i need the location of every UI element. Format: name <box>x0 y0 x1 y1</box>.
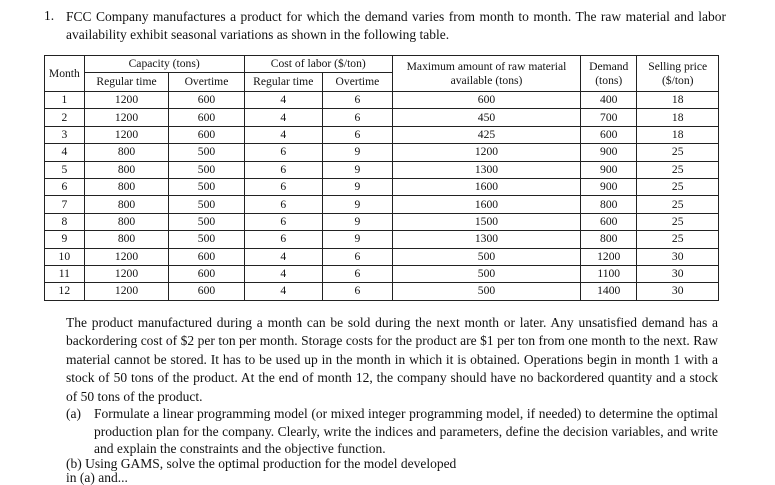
table-row <box>45 213 719 230</box>
cell-demand: 1200 <box>581 248 637 265</box>
problem-description: The product manufactured during a month can be sold during the next month or later. Any unsatisfied demand has a backordering cost of $2 per ton per month. Storage costs for the product are $1 per ton from one month to the next. Raw material cannot be stored. It has to be used up in the month in which it is obtained. Operations begin in month 1 with a stock of 50 tons of the product. At the end of month 12, the company should have no backordered quantity and a stock of 50 tons of the product. <box>66 315 718 404</box>
cell-cap_ot: 600 <box>169 265 244 282</box>
cell-cost_rt: 6 <box>244 196 322 213</box>
question-intro: FCC Company manufactures a product for which the demand varies from month to month. The raw material and labor availability exhibit seasonal variations as shown in the following table. <box>66 9 726 42</box>
cell-demand: 600 <box>581 126 637 143</box>
cell-demand: 900 <box>581 178 637 195</box>
cell-cap_ot: 500 <box>169 196 244 213</box>
cell-cap_rt: 800 <box>84 161 169 178</box>
cell-cap_rt: 800 <box>84 178 169 195</box>
cell-cap_ot: 500 <box>169 231 244 248</box>
cell-cap_ot: 500 <box>169 178 244 195</box>
cell-raw: 1500 <box>392 213 580 230</box>
cell-cap_ot: 600 <box>169 92 244 109</box>
table-row <box>45 265 719 282</box>
cell-price: 25 <box>637 213 719 230</box>
cell-cost_ot: 6 <box>322 283 392 300</box>
cell-cost_ot: 6 <box>322 126 392 143</box>
cell-price: 18 <box>637 126 719 143</box>
cell-month: 11 <box>45 265 85 282</box>
cell-cap_rt: 1200 <box>84 126 169 143</box>
part-a-label: (a) <box>66 406 81 421</box>
cell-demand: 900 <box>581 144 637 161</box>
cell-month: 3 <box>45 126 85 143</box>
cell-cost_ot: 9 <box>322 231 392 248</box>
cell-raw: 500 <box>392 283 580 300</box>
cell-price: 30 <box>637 248 719 265</box>
cell-demand: 1100 <box>581 265 637 282</box>
header-cost-regular: Regular time <box>244 73 322 92</box>
cell-cost_ot: 6 <box>322 265 392 282</box>
cell-raw: 450 <box>392 109 580 126</box>
cell-demand: 700 <box>581 109 637 126</box>
cell-cost_ot: 6 <box>322 109 392 126</box>
part-b-cutoff <box>66 456 466 485</box>
part-b-text: (b) Using GAMS, solve the optimal production for the model developed in (a) and... <box>66 456 457 485</box>
table-row <box>45 178 719 195</box>
cell-month: 2 <box>45 109 85 126</box>
cell-cap_rt: 1200 <box>84 265 169 282</box>
cell-cost_rt: 6 <box>244 161 322 178</box>
cell-cost_ot: 9 <box>322 161 392 178</box>
cell-cost_ot: 9 <box>322 178 392 195</box>
cell-cost_ot: 9 <box>322 213 392 230</box>
cell-cap_ot: 600 <box>169 109 244 126</box>
table-row <box>45 231 719 248</box>
table-row <box>45 248 719 265</box>
cell-cap_ot: 500 <box>169 144 244 161</box>
table-body <box>45 92 719 301</box>
cell-raw: 425 <box>392 126 580 143</box>
cell-cap_ot: 500 <box>169 213 244 230</box>
table-row <box>45 196 719 213</box>
cell-month: 7 <box>45 196 85 213</box>
cell-cap_ot: 600 <box>169 126 244 143</box>
cell-demand: 800 <box>581 196 637 213</box>
table-row <box>45 126 719 143</box>
cell-cap_rt: 800 <box>84 144 169 161</box>
data-table <box>44 55 719 301</box>
cell-cost_rt: 4 <box>244 92 322 109</box>
cell-cost_ot: 9 <box>322 196 392 213</box>
cell-cost_rt: 6 <box>244 178 322 195</box>
cell-raw: 1300 <box>392 231 580 248</box>
header-capacity-regular: Regular time <box>84 73 169 92</box>
cell-month: 1 <box>45 92 85 109</box>
cell-month: 5 <box>45 161 85 178</box>
table-row <box>45 144 719 161</box>
header-capacity-overtime: Overtime <box>169 73 244 92</box>
cell-price: 25 <box>637 178 719 195</box>
header-month: Month <box>45 56 85 92</box>
cell-cap_rt: 800 <box>84 196 169 213</box>
cell-cost_rt: 6 <box>244 213 322 230</box>
table-row <box>45 92 719 109</box>
header-demand: Demand (tons) <box>581 56 637 92</box>
cell-price: 18 <box>637 92 719 109</box>
cell-cap_rt: 1200 <box>84 92 169 109</box>
cell-raw: 1300 <box>392 161 580 178</box>
cell-cost_ot: 9 <box>322 144 392 161</box>
cell-raw: 500 <box>392 248 580 265</box>
table-row <box>45 283 719 300</box>
cell-demand: 400 <box>581 92 637 109</box>
cell-cost_rt: 4 <box>244 283 322 300</box>
cell-price: 25 <box>637 231 719 248</box>
cell-cap_ot: 600 <box>169 283 244 300</box>
table-row <box>45 161 719 178</box>
cell-price: 30 <box>637 283 719 300</box>
cell-cost_rt: 4 <box>244 265 322 282</box>
cell-cap_ot: 500 <box>169 161 244 178</box>
header-selling-price: Selling price ($/ton) <box>637 56 719 92</box>
table-row <box>45 109 719 126</box>
cell-cost_rt: 6 <box>244 231 322 248</box>
cell-raw: 1600 <box>392 178 580 195</box>
cell-price: 25 <box>637 161 719 178</box>
cell-month: 9 <box>45 231 85 248</box>
cell-cost_rt: 4 <box>244 126 322 143</box>
cell-price: 30 <box>637 265 719 282</box>
cell-raw: 1200 <box>392 144 580 161</box>
cell-demand: 600 <box>581 213 637 230</box>
header-cost-overtime: Overtime <box>322 73 392 92</box>
cell-cap_rt: 800 <box>84 231 169 248</box>
cell-cost_ot: 6 <box>322 248 392 265</box>
cell-cap_rt: 1200 <box>84 283 169 300</box>
cell-raw: 500 <box>392 265 580 282</box>
header-labor-cost: Cost of labor ($/ton) <box>244 56 392 73</box>
header-capacity: Capacity (tons) <box>84 56 244 73</box>
cell-month: 8 <box>45 213 85 230</box>
cell-cap_ot: 600 <box>169 248 244 265</box>
cell-raw: 1600 <box>392 196 580 213</box>
cell-month: 6 <box>45 178 85 195</box>
cell-price: 25 <box>637 144 719 161</box>
question-number: 1. <box>44 8 55 23</box>
header-raw-material: Maximum amount of raw material available (tons) <box>392 56 580 92</box>
cell-demand: 900 <box>581 161 637 178</box>
cell-demand: 1400 <box>581 283 637 300</box>
cell-month: 4 <box>45 144 85 161</box>
cell-cap_rt: 800 <box>84 213 169 230</box>
cell-month: 12 <box>45 283 85 300</box>
cell-month: 10 <box>45 248 85 265</box>
cell-cost_rt: 4 <box>244 109 322 126</box>
cell-cap_rt: 1200 <box>84 248 169 265</box>
cell-cost_ot: 6 <box>322 92 392 109</box>
cell-demand: 800 <box>581 231 637 248</box>
cell-cap_rt: 1200 <box>84 109 169 126</box>
cell-price: 25 <box>637 196 719 213</box>
cell-price: 18 <box>637 109 719 126</box>
cell-raw: 600 <box>392 92 580 109</box>
cell-cost_rt: 4 <box>244 248 322 265</box>
part-a-text: Formulate a linear programming model (or mixed integer programming model, if needed) to determine the optimal production plan for the company. Clearly, write the indices and parameters, define the decision variables, and write and explain the constraints and the objective function. <box>94 406 718 456</box>
cell-cost_rt: 6 <box>244 144 322 161</box>
